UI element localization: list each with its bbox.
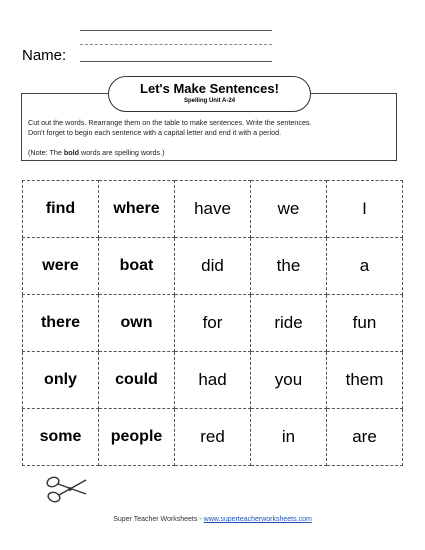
word-card[interactable]: them xyxy=(327,352,403,409)
word-card[interactable]: red xyxy=(175,409,251,466)
word-card[interactable]: only xyxy=(23,352,99,409)
word-card-row xyxy=(23,295,403,352)
word-card[interactable]: where xyxy=(99,181,175,238)
page-title: Let's Make Sentences! xyxy=(140,81,279,96)
word-card[interactable]: there xyxy=(23,295,99,352)
page-subtitle: Spelling Unit A-24 xyxy=(183,98,236,104)
word-card[interactable]: were xyxy=(23,238,99,295)
scissors-icon xyxy=(44,472,90,508)
word-card[interactable]: are xyxy=(327,409,403,466)
name-line[interactable] xyxy=(80,61,272,62)
word-card-grid xyxy=(22,180,403,466)
footer xyxy=(0,516,425,523)
instructions-line-2: Don't forget to begin each sentence with a capital letter and end it with a period. xyxy=(28,128,282,137)
word-card[interactable]: some xyxy=(23,409,99,466)
word-card-row xyxy=(23,238,403,295)
word-card-row xyxy=(23,181,403,238)
word-card[interactable]: have xyxy=(175,181,251,238)
word-card[interactable]: own xyxy=(99,295,175,352)
word-card[interactable]: find xyxy=(23,181,99,238)
footer-link[interactable]: www.superteacherworksheets.com xyxy=(203,516,312,523)
word-card[interactable]: in xyxy=(251,409,327,466)
word-card[interactable]: could xyxy=(99,352,175,409)
note-prefix: (Note: The xyxy=(28,148,64,157)
word-card[interactable]: you xyxy=(251,352,327,409)
word-card[interactable]: a xyxy=(327,238,403,295)
top-line-1 xyxy=(80,30,272,31)
word-card-row xyxy=(23,409,403,466)
footer-separator: - xyxy=(199,516,202,523)
footer-brand: Super Teacher Worksheets xyxy=(113,516,198,523)
note-bold: bold xyxy=(63,148,79,157)
word-card[interactable]: for xyxy=(175,295,251,352)
word-card[interactable]: had xyxy=(175,352,251,409)
word-card[interactable]: we xyxy=(251,181,327,238)
name-label: Name: xyxy=(22,47,67,64)
word-card[interactable]: boat xyxy=(99,238,175,295)
instructions-line-1: Cut out the words. Rearrange them on the table to make sentences. Write the sentences. xyxy=(28,118,312,127)
word-card[interactable]: fun xyxy=(327,295,403,352)
title-banner xyxy=(108,76,311,112)
word-card[interactable]: people xyxy=(99,409,175,466)
word-card[interactable]: I xyxy=(327,181,403,238)
word-card-row xyxy=(23,352,403,409)
word-card[interactable]: ride xyxy=(251,295,327,352)
instructions-text xyxy=(28,118,398,138)
word-card[interactable]: the xyxy=(251,238,327,295)
top-line-2 xyxy=(80,44,272,45)
word-card[interactable]: did xyxy=(175,238,251,295)
note-suffix: words are spelling words.) xyxy=(79,148,165,157)
note-text xyxy=(28,148,165,157)
